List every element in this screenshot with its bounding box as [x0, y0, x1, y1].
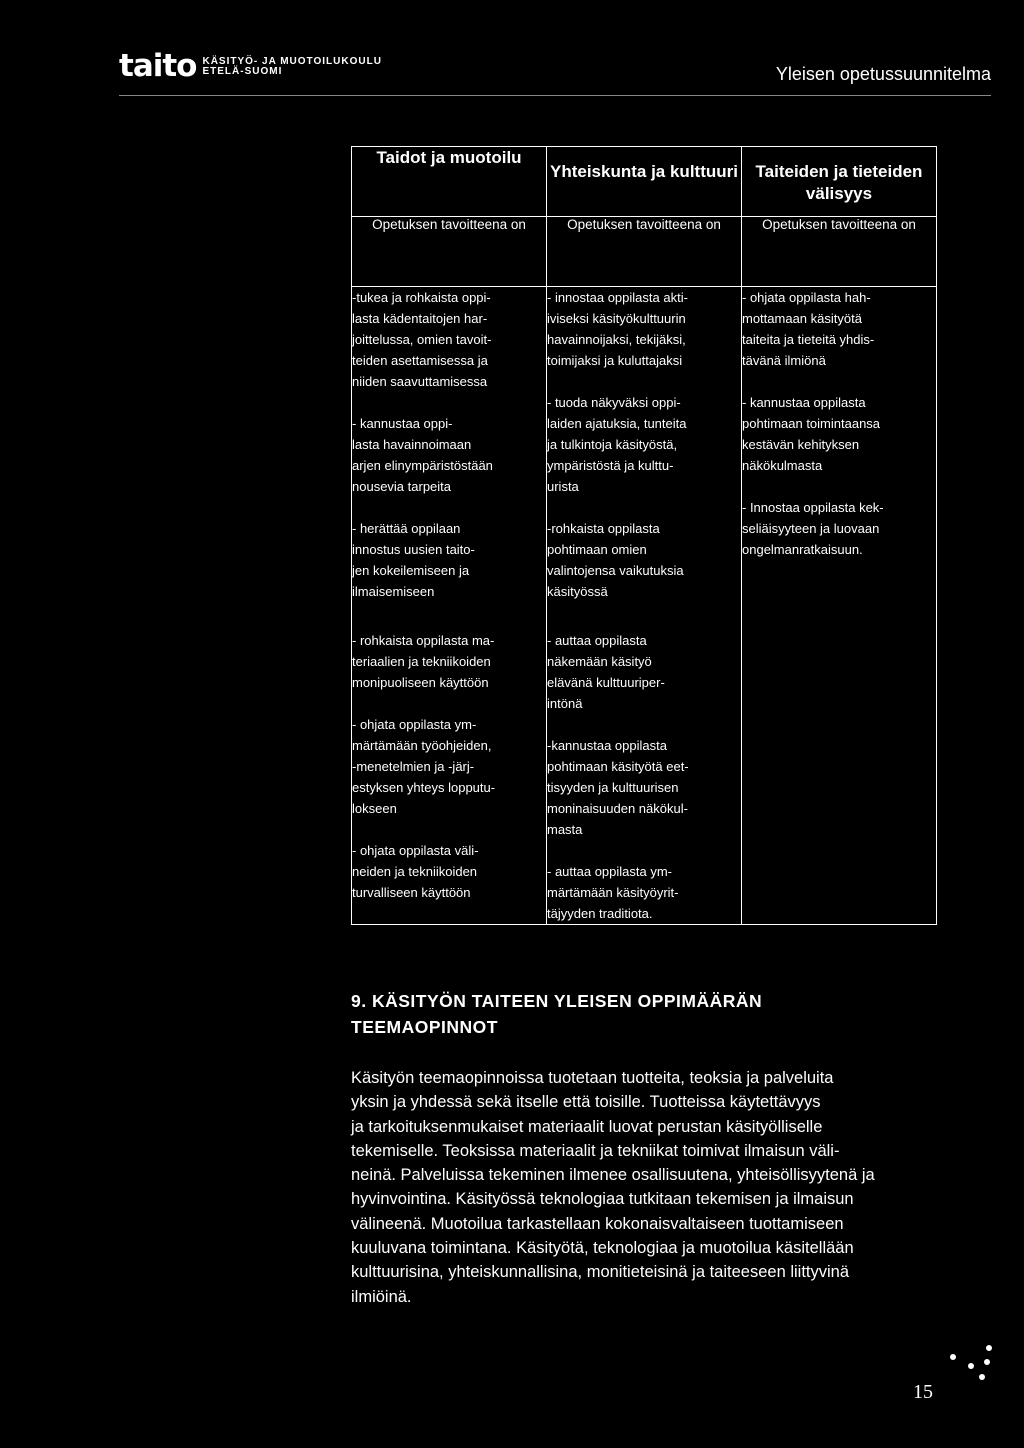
- logo-subtitle-line2: ETELÄ-SUOMI: [202, 66, 283, 77]
- column-header: Taidot ja muotoilu: [352, 147, 547, 217]
- table-header-row: [352, 147, 937, 217]
- column-header: Yhteiskunta ja kulttuuri: [547, 147, 742, 217]
- list-item: - ohjata oppilasta hah- mottamaan käsityötä taiteita ja tieteitä yhdis- tävänä ilmiönä: [742, 290, 875, 368]
- list-item: -rohkaista oppilasta pohtimaan omien valintojensa vaikutuksia käsityössä: [547, 521, 684, 599]
- list-item: - tuoda näkyväksi oppi- laiden ajatuksia, tunteita ja tulkintoja käsityöstä, ympäristöstä ja kulttu- urista: [547, 395, 687, 494]
- list-item: - innostaa oppilasta akti- iviseksi käsityökulttuurin havainnoijaksi, tekijäksi, toimijaksi ja kuluttajaksi: [547, 290, 688, 368]
- logo-wordmark: taito: [119, 48, 197, 84]
- page-number: 15: [913, 1381, 933, 1403]
- table-subheader-row: [352, 217, 937, 287]
- page-header: [119, 48, 991, 98]
- section-heading: 9. KÄSITYÖN TAITEEN YLEISEN OPPIMÄÄRÄN TEEMAOPINNOT: [351, 991, 763, 1037]
- logo-subtitle-line1: KÄSITYÖ- JA MUOTOILUKOULU: [202, 56, 382, 67]
- table-body-row: [352, 287, 937, 925]
- taito-logo: [119, 48, 382, 84]
- document-title: Yleisen opetussuunnitelma: [775, 64, 991, 84]
- list-item: - kannustaa oppilasta pohtimaan toimintaansa kestävän kehityksen näkökulmasta: [742, 395, 881, 473]
- list-item: - auttaa oppilasta ym- märtämään käsityöyrit- täjyyden traditiota.: [547, 864, 679, 921]
- column-subheader: Opetuksen tavoitteena on: [352, 217, 547, 287]
- list-item: - ohjata oppilasta ym- märtämään työohjeiden, -menetelmien ja -järj- estyksen yhteys lopputu- lokseen: [352, 717, 496, 816]
- column-taidot-ja-muotoilu: [352, 287, 547, 925]
- section-body-text: Käsityön teemaopinnoissa tuotetaan tuotteita, teoksia ja palveluita yksin ja yhdessä sekä itselle että toisille. Tuotteissa käytettävyys ja tarkoituksenmukaiset materiaalit luovat perustan käsityölliselle tekemiselle. Teoksissa materiaalit ja tekniikat toimivat ilmaisun väli- neinä. Palveluissa tekeminen ilmenee osallisuutena, yhteisöllisyytenä ja hyvinvointina. Käsityössä teknologiaa tutkitaan tekemisen ja ilmaisun välineenä. Muotoilua tarkastellaan kokonaisvaltaiseen tuottamiseen kuuluvana toimintana. Käsityötä, teknologiaa ja muotoilua käsitellään kulttuurisina, yhteiskunnallisina, monitieteisinä ja taiteeseen liittyvinä ilmiöinä.: [351, 1069, 875, 1306]
- objectives-table: [351, 146, 937, 925]
- list-item: - rohkaista oppilasta ma- teriaalien ja tekniikoiden monipuoliseen käyttöön: [352, 633, 495, 690]
- column-header: Taiteiden ja tieteiden välisyys: [742, 147, 937, 217]
- logo-subtitle: [202, 57, 381, 80]
- list-item: - ohjata oppilasta väli- neiden ja tekniikoiden turvalliseen käyttöön: [352, 843, 479, 900]
- list-item: - Innostaa oppilasta kek- seliäisyyteen ja luovaan ongelmanratkaisuun.: [742, 500, 884, 557]
- column-subheader: Opetuksen tavoitteena on: [742, 217, 937, 287]
- column-yhteiskunta-ja-kulttuuri: [547, 287, 742, 925]
- list-item: -kannustaa oppilasta pohtimaan käsityötä eet- tisyyden ja kulttuurisen moninaisuuden näkökul- masta: [547, 738, 689, 837]
- list-item: - kannustaa oppi- lasta havainnoimaan arjen elinympäristöstään nousevia tarpeita: [352, 416, 493, 494]
- column-taiteiden-ja-tieteiden-valisyys: [742, 287, 937, 925]
- list-item: -tukea ja rohkaista oppi- lasta kädentaitojen har- joittelussa, omien tavoit- teiden asettamisessa ja niiden saavuttamisessa: [352, 290, 492, 389]
- decorative-dots-icon: [948, 1340, 998, 1390]
- list-item: - auttaa oppilasta näkemään käsityö elävänä kulttuuriper- intönä: [547, 633, 665, 711]
- column-subheader: Opetuksen tavoitteena on: [547, 217, 742, 287]
- header-divider: [119, 95, 991, 96]
- list-item: - herättää oppilaan innostus uusien taito- jen kokeilemiseen ja ilmaisemiseen: [352, 521, 475, 599]
